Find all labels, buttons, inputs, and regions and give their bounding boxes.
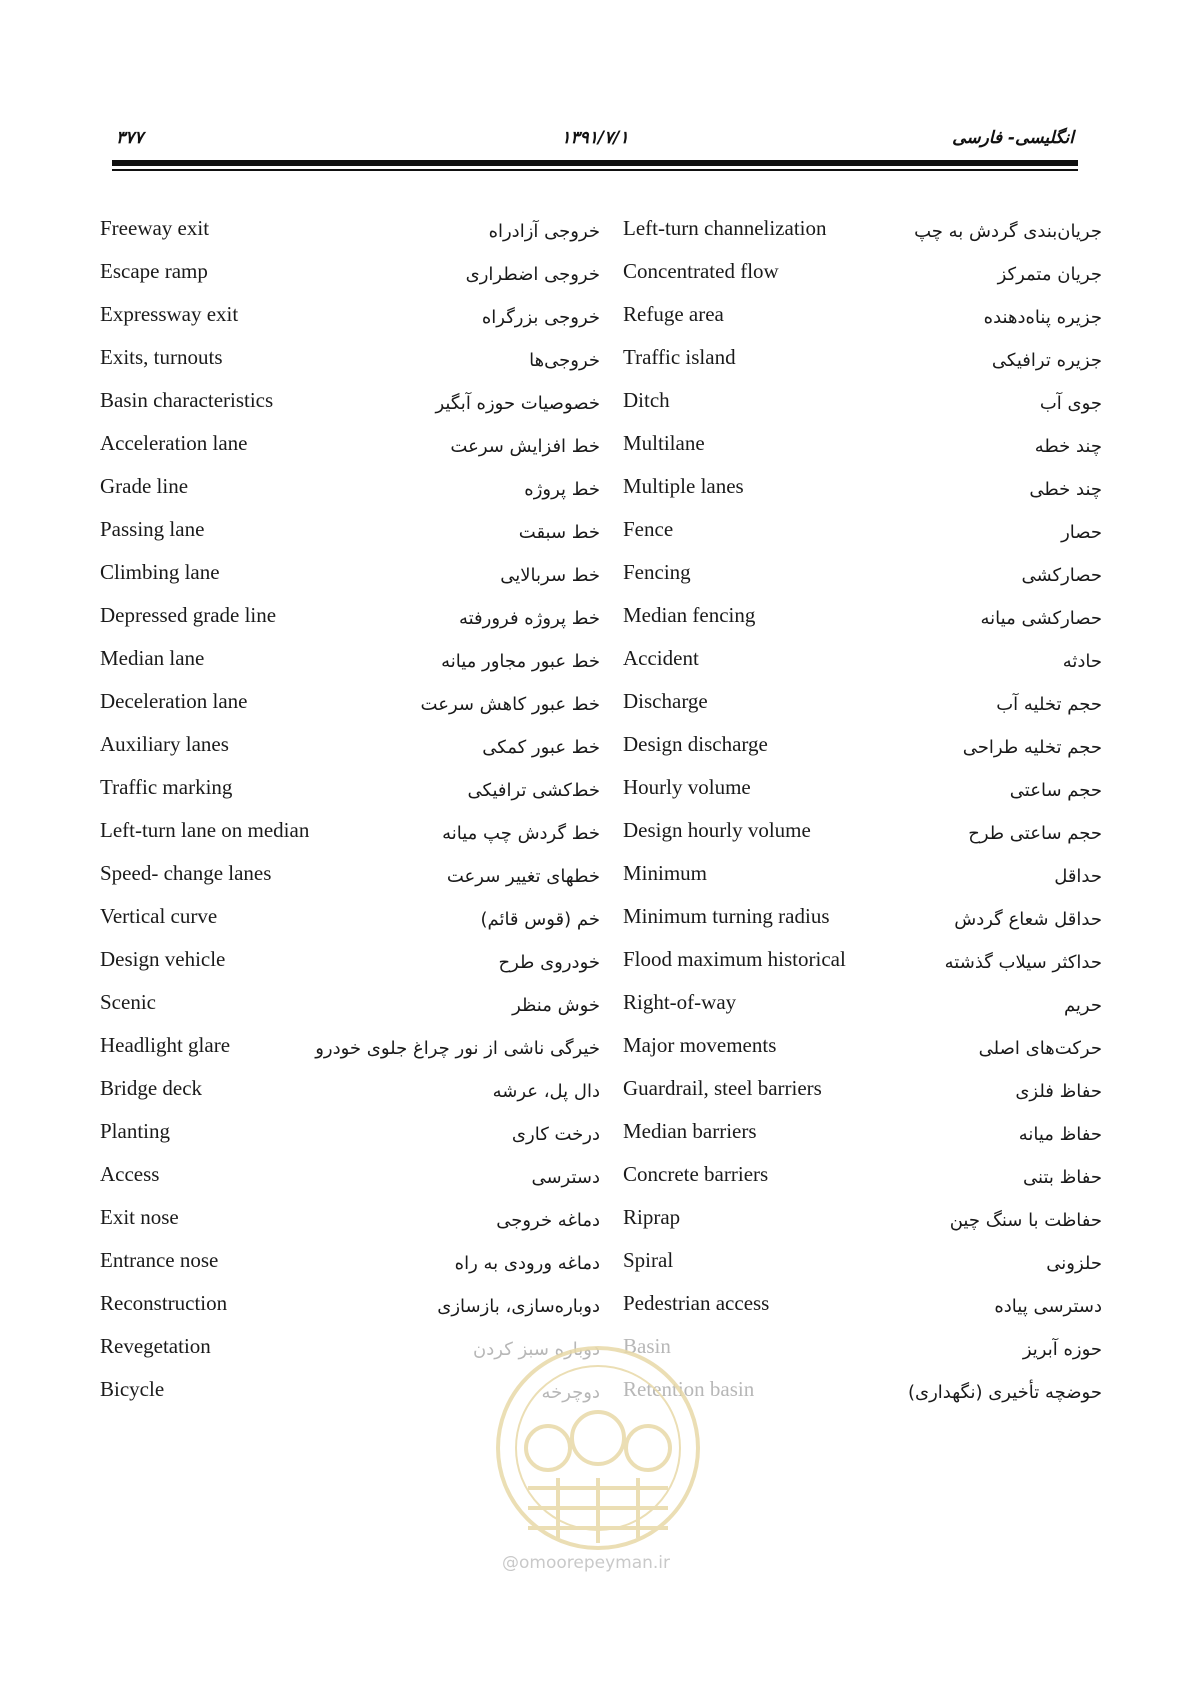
right-term-fa: حادثه <box>1062 651 1102 672</box>
right-term-en: Ditch <box>623 388 670 412</box>
right-term-fa: حفاظت با سنگ چین <box>949 1210 1102 1231</box>
right-term-en: Left-turn channelization <box>623 216 827 240</box>
left-term-en: Entrance nose <box>100 1248 219 1272</box>
right-term-fa: حوزه آبریز <box>1022 1339 1102 1360</box>
right-term-en: Riprap <box>623 1205 681 1229</box>
left-term-en: Acceleration lane <box>100 431 248 455</box>
right-term-en: Spiral <box>623 1248 674 1272</box>
right-term-fa: حصارکشی میانه <box>980 608 1102 629</box>
right-term-fa: حصار <box>1061 522 1102 543</box>
right-term-en: Retention basin <box>623 1377 755 1401</box>
left-term-en: Expressway exit <box>100 302 239 326</box>
right-term-fa: حداقل <box>1054 866 1102 887</box>
left-term-fa: خیرگی ناشی از نور چراغ جلوی خودرو <box>315 1038 600 1059</box>
header-title: انگلیسی- فارسی <box>952 128 1074 148</box>
left-term-en: Passing lane <box>100 517 205 541</box>
right-term-fa: جزیره پناه‌دهنده <box>983 307 1102 328</box>
right-term-en: Multiple lanes <box>623 474 744 498</box>
left-term-fa: دسترسی <box>531 1167 600 1188</box>
left-term-en: Planting <box>100 1119 171 1143</box>
left-term-en: Bridge deck <box>100 1076 203 1100</box>
left-term-fa: خم (قوس قائم) <box>480 909 600 930</box>
left-term-en: Vertical curve <box>100 904 218 928</box>
left-term-fa: دماغه ورودی به راه <box>454 1253 600 1274</box>
right-term-en: Design hourly volume <box>623 818 811 842</box>
table-row <box>0 298 1190 341</box>
table-row <box>0 556 1190 599</box>
right-term-fa: دسترسی پیاده <box>994 1296 1102 1317</box>
right-term-fa: چند خطه <box>1034 436 1102 457</box>
left-term-en: Median lane <box>100 646 205 670</box>
left-term-fa: دال پل، عرشه <box>492 1081 600 1102</box>
left-term-fa: دوباره‌سازی، بازسازی <box>437 1296 600 1317</box>
right-term-fa: حوضچه تأخیری (نگهداری) <box>907 1382 1102 1403</box>
right-term-en: Median fencing <box>623 603 756 627</box>
right-term-en: Minimum turning radius <box>623 904 830 928</box>
page-header <box>112 128 1078 158</box>
table-row <box>0 1158 1190 1201</box>
table-row <box>0 255 1190 298</box>
watermark-logo-icon <box>488 1338 708 1568</box>
right-term-fa: جریان متمرکز <box>997 264 1102 285</box>
right-term-en: Median barriers <box>623 1119 757 1143</box>
right-term-en: Pedestrian access <box>623 1291 770 1315</box>
table-row <box>0 1072 1190 1115</box>
right-term-fa: حجم ساعتی <box>1009 780 1102 801</box>
right-term-en: Refuge area <box>623 302 724 326</box>
left-term-en: Left-turn lane on median <box>100 818 310 842</box>
right-term-en: Concentrated flow <box>623 259 779 283</box>
right-term-en: Traffic island <box>623 345 736 369</box>
left-term-en: Design vehicle <box>100 947 226 971</box>
table-row <box>0 771 1190 814</box>
table-row <box>0 900 1190 943</box>
right-term-en: Major movements <box>623 1033 777 1057</box>
right-term-fa: جوی آب <box>1039 393 1102 414</box>
header-rule-thin <box>112 169 1078 171</box>
right-term-en: Guardrail, steel barriers <box>623 1076 822 1100</box>
left-term-en: Bicycle <box>100 1377 165 1401</box>
right-term-en: Right-of-way <box>623 990 737 1014</box>
left-term-en: Traffic marking <box>100 775 233 799</box>
left-term-en: Basin characteristics <box>100 388 274 412</box>
left-term-fa: خروجی‌ها <box>529 350 600 371</box>
table-row <box>0 685 1190 728</box>
left-term-en: Scenic <box>100 990 156 1014</box>
table-row <box>0 1244 1190 1287</box>
left-term-fa: خط‌کشی ترافیکی <box>467 780 600 801</box>
left-term-en: Freeway exit <box>100 216 210 240</box>
left-term-en: Reconstruction <box>100 1291 228 1315</box>
table-row <box>0 470 1190 513</box>
right-term-fa: حجم تخلیه طراحی <box>962 737 1102 758</box>
table-row <box>0 1201 1190 1244</box>
table-row <box>0 1115 1190 1158</box>
right-term-fa: حلزونی <box>1046 1253 1102 1274</box>
left-term-fa: دوباره سبز کردن <box>473 1339 600 1360</box>
table-row <box>0 212 1190 255</box>
table-row <box>0 384 1190 427</box>
left-term-fa: خروجی بزرگراه <box>481 307 600 328</box>
table-row <box>0 728 1190 771</box>
right-term-fa: حصارکشی <box>1021 565 1102 586</box>
left-term-fa: خطهای تغییر سرعت <box>446 866 600 887</box>
right-term-en: Fencing <box>623 560 691 584</box>
right-term-fa: حریم <box>1063 995 1102 1016</box>
left-term-en: Exits, turnouts <box>100 345 223 369</box>
left-term-en: Exit nose <box>100 1205 179 1229</box>
table-row <box>0 857 1190 900</box>
left-term-en: Headlight glare <box>100 1033 231 1057</box>
left-term-fa: خط عبور مجاور میانه <box>441 651 600 672</box>
right-term-fa: حجم ساعتی طرح <box>968 823 1102 844</box>
table-row <box>0 642 1190 685</box>
left-term-fa: دوچرخه <box>541 1382 600 1403</box>
right-term-fa: حجم تخلیه آب <box>996 694 1102 715</box>
table-row <box>0 513 1190 556</box>
left-term-en: Depressed grade line <box>100 603 277 627</box>
left-term-fa: خودروی طرح <box>498 952 600 973</box>
right-term-en: Design discharge <box>623 732 768 756</box>
left-term-en: Escape ramp <box>100 259 208 283</box>
left-term-fa: خروجی اضطراری <box>465 264 600 285</box>
left-term-en: Auxiliary lanes <box>100 732 229 756</box>
right-term-en: Minimum <box>623 861 708 885</box>
table-row <box>0 341 1190 384</box>
left-term-fa: خروجی آزادراه <box>488 221 600 242</box>
right-term-fa: حفاظ فلزی <box>1015 1081 1102 1102</box>
table-row <box>0 599 1190 642</box>
left-term-fa: خط سبقت <box>518 522 600 543</box>
left-term-fa: خصوصیات حوزه آبگیر <box>435 393 600 414</box>
table-row <box>0 1287 1190 1330</box>
left-term-fa: دماغه خروجی <box>496 1210 600 1231</box>
left-term-en: Grade line <box>100 474 189 498</box>
right-term-en: Flood maximum historical <box>623 947 846 971</box>
right-term-en: Concrete barriers <box>623 1162 769 1186</box>
header-date: ۱۳۹۱/۷/۱ <box>561 128 629 148</box>
header-rule-thick <box>112 160 1078 166</box>
right-term-fa: حداقل شعاع گردش <box>954 909 1102 930</box>
table-row <box>0 1029 1190 1072</box>
left-term-fa: خط گردش چپ میانه <box>442 823 600 844</box>
left-term-fa: خوش منظر <box>512 995 600 1016</box>
page-number: ۳۷۷ <box>116 128 144 148</box>
left-term-fa: خط عبور کاهش سرعت <box>420 694 600 715</box>
right-term-fa: چند خطی <box>1029 479 1102 500</box>
left-term-fa: خط پروژه <box>524 479 600 500</box>
left-term-en: Deceleration lane <box>100 689 248 713</box>
right-term-fa: جریان‌بندی گردش به چپ <box>914 221 1102 242</box>
right-term-fa: حفاظ میانه <box>1018 1124 1102 1145</box>
right-term-en: Hourly volume <box>623 775 751 799</box>
left-term-fa: درخت کاری <box>511 1124 600 1145</box>
watermark-url: @omoorepeyman.ir <box>502 1553 671 1573</box>
right-term-en: Discharge <box>623 689 708 713</box>
left-term-en: Revegetation <box>100 1334 211 1358</box>
left-term-en: Climbing lane <box>100 560 220 584</box>
left-term-fa: خط عبور کمکی <box>482 737 600 758</box>
right-term-en: Basin <box>623 1334 671 1358</box>
left-term-en: Access <box>100 1162 160 1186</box>
right-term-fa: جزیره ترافیکی <box>991 350 1102 371</box>
table-row <box>0 427 1190 470</box>
right-term-fa: حفاظ بتنی <box>1023 1167 1102 1188</box>
right-term-en: Accident <box>623 646 699 670</box>
right-term-fa: حداکثر سیلاب گذشته <box>944 952 1102 973</box>
left-term-fa: خط افزایش سرعت <box>450 436 600 457</box>
right-term-en: Fence <box>623 517 674 541</box>
right-term-en: Multilane <box>623 431 705 455</box>
table-row <box>0 986 1190 1029</box>
glossary-table <box>0 212 1190 1416</box>
table-row <box>0 943 1190 986</box>
left-term-fa: خط پروژه فرورفته <box>458 608 600 629</box>
right-term-fa: حرکت‌های اصلی <box>978 1038 1102 1059</box>
table-row <box>0 814 1190 857</box>
left-term-fa: خط سربالایی <box>500 565 600 586</box>
left-term-en: Speed- change lanes <box>100 861 272 885</box>
